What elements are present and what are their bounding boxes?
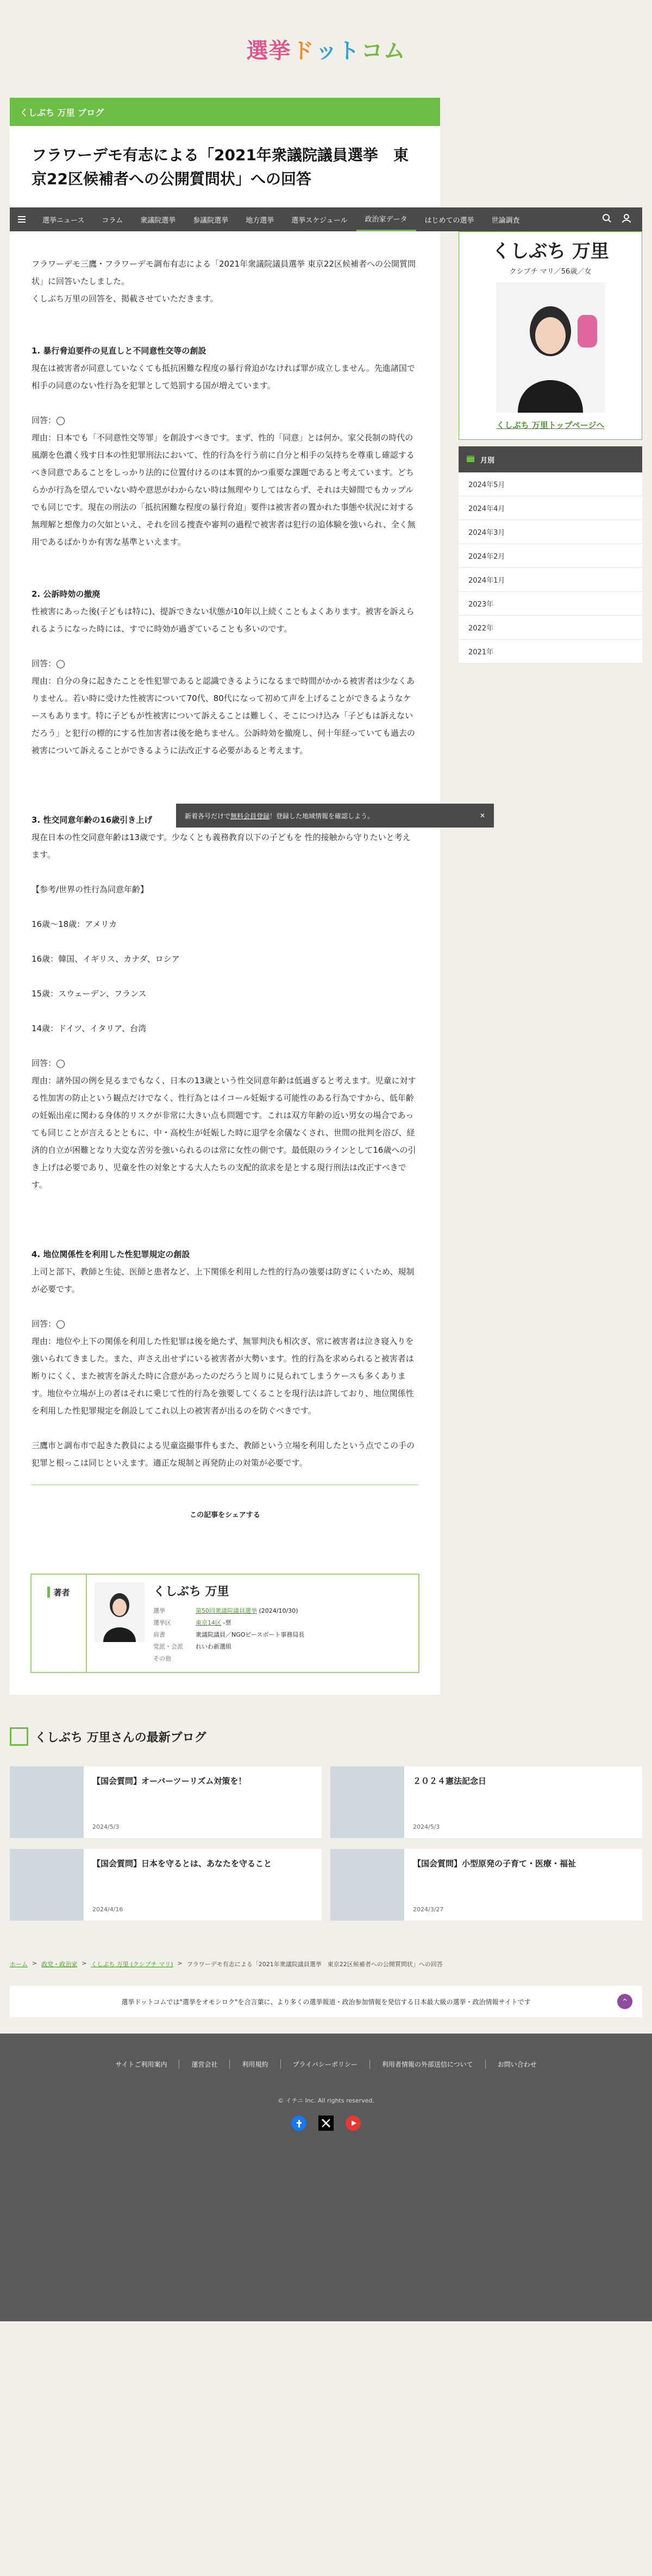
site-header [0,0,652,98]
home-icon[interactable] [10,207,34,231]
ref-row: 15歳：スウェーデン、フランス [32,989,147,999]
author-label-text: 著者 [53,1588,70,1598]
section-heading: 3. 性交同意年齢の16歳引き上げ [32,815,153,825]
breadcrumb-item[interactable]: くしぶち 万里 (クシブチ マリ) [91,1961,173,1968]
profile-card [459,231,642,440]
sidebar [459,231,642,664]
nav-item-active[interactable]: 政治家データ [356,207,416,231]
title-box [10,126,440,207]
author-table [153,1605,309,1664]
section-heading: 2. 公訴時効の撤廃 [32,589,101,599]
ref-row: 16歳〜18歳：アメリカ [32,919,117,929]
author-extra: (2024/10/30) [259,1607,298,1614]
author-inner [86,1575,418,1672]
footer-link[interactable]: 運営会社 [179,2060,229,2069]
blog-thumbnail [330,1766,404,1838]
author-key: その他 [153,1655,171,1662]
section-answer: 回答：◯ [32,415,65,425]
breadcrumb-item[interactable]: 政党・政治家 [41,1961,78,1968]
toast-signup-link[interactable]: 無料会員登録 [230,812,270,820]
social-links [0,2116,652,2133]
blog-card-date: 2024/3/27 [413,1906,444,1913]
latest-grid [10,1766,642,1921]
copyright: © イチニ Inc. All rights reserved. [278,2097,374,2104]
section-answer: 回答：◯ [32,1058,65,1068]
page-columns [10,231,642,1563]
blog-card[interactable] [10,1766,322,1838]
breadcrumb-item[interactable]: ホーム [10,1961,28,1968]
back-to-top-icon[interactable]: ^ [617,1994,632,2009]
blog-card-date: 2024/4/16 [92,1906,123,1913]
user-icon[interactable] [622,213,631,226]
nav-item[interactable]: コラム [102,216,123,225]
ref-row: 14歳：ドイツ、イタリア、台湾 [32,1024,147,1033]
author-election-link[interactable]: 第50回衆議院議員選挙 [196,1607,257,1614]
blog-card[interactable] [10,1849,322,1921]
footer-link[interactable]: 利用規約 [229,2060,280,2069]
search-icon[interactable] [602,213,612,226]
nav-item[interactable]: はじめての選挙 [424,216,474,225]
section-answer: 回答：◯ [32,659,65,668]
section-question: 上司と部下、教師と生徒、医師と患者など、上下関係を利用した性的行為の強要は防ぎにくいため、規制が必要です。 [32,1267,415,1294]
latest-header [10,1727,642,1746]
logo-part: ド [292,38,315,64]
blog-card[interactable] [330,1849,642,1921]
blog-card-title: 【国会質問】日本を守るとは、あなたを守ること [92,1859,272,1868]
site-notice [10,1986,642,2017]
archive-title: 月別 [480,456,495,465]
archive-box [459,446,642,664]
close-icon[interactable]: ✕ [479,812,485,819]
author-box [30,1574,419,1673]
author-key: 肩書 [153,1631,165,1638]
archive-item[interactable]: 2021年 [459,640,642,664]
section-heading: 4. 地位関係性を利用した性犯罪規定の創設 [32,1249,190,1259]
author-info [153,1582,309,1664]
profile-top-link[interactable]: くしぶち 万里トップページへ [496,420,605,430]
blog-thumbnail [10,1849,84,1921]
nav-tools [602,207,642,231]
page-wrap [10,98,642,2017]
blog-thumbnail [330,1849,404,1921]
latest-blogs [10,1727,642,1921]
blog-card-title: ２０２４憲法記念日 [413,1776,487,1786]
blog-card-title: 【国会質問】オーバーツーリズム対策を！ [92,1776,247,1786]
section-question: 現在日本の性交同意年齢は13歳です。少なくとも義務教育以下の子どもを 性的接触から守りたいと考えます。 [32,832,411,860]
youtube-icon[interactable] [346,2116,361,2133]
ref-title: 【参考/世界の性行為同意年齢】 [32,885,149,894]
archive-item[interactable]: 2024年1月 [459,568,642,592]
nav-item[interactable]: 地方選挙 [246,216,274,225]
author-extra: -票 [223,1619,231,1626]
archive-item[interactable]: 2024年2月 [459,544,642,568]
blog-thumbnail [10,1766,84,1838]
archive-item[interactable]: 2023年 [459,592,642,616]
author-value [196,1652,309,1664]
blog-card[interactable] [330,1766,642,1838]
site-logo[interactable] [247,34,406,65]
nav-item[interactable]: 選挙ニュース [42,216,85,225]
blog-card-date: 2024/5/3 [92,1823,120,1830]
section-question: 性被害にあった後(子どもは特に)、提訴できない状態が10年以上続くこともよくあります。被害を訴えられるようになった時には、すでに時効が過ぎていることも多いのです。 [32,607,415,634]
author-key: 選挙 [153,1607,165,1614]
intro-line: フラワーデモ三鷹・フラワーデモ調布有志による「2021年衆議院議員選挙 東京22区候補者への公開質問状」に回答いたしました。 [32,259,416,286]
archive-item[interactable]: 2024年3月 [459,520,642,544]
article-body [10,231,440,1563]
blog-icon [10,1727,28,1746]
profile-name: くしぶち 万里 [492,241,609,262]
blog-card-date: 2024/5/3 [413,1823,440,1830]
nav-item[interactable]: 衆議院選挙 [140,216,176,225]
section-reason: 理由：諸外国の例を見るまでもなく、日本の13歳という性交同意年齢は低過ぎると考えます。児童に対する性加害の防止という観点だけでなく、性行為とはイコール妊娠する可能性のある行為ですから、低年齢の妊娠出産に関わる身体的リスクが非常に大きい点も問題です。これは双方年齢の近い男女の場合であっても同じことが言えるとともに、中・高校生が妊娠した時に退学を余儀なくされ、世間の批判を浴び、経済的自立が困難となり大変な苦労を強いられるのは常に女性の側です。最低限のラインとして16歳への引き上げは必要であり、児童を性の対象とする大人たちの支配的欲求を是とする現行刑法は改正すべきです。 [32,1076,416,1190]
share-label: この記事をシェアする [190,1511,260,1519]
author-photo [95,1582,145,1642]
section-heading: 1. 暴行脅迫要件の見直しと不同意性交等の創設 [32,346,206,356]
section-question: 現在は被害者が同意していなくても抵抗困難な程度の暴行脅迫がなければ罪が成立しません。先進諸国で相手の同意のない性行為を犯罪として処罰する国が増えています。 [32,363,415,390]
footer-link[interactable]: お問い合わせ [485,2060,549,2069]
profile-furigana: クシブチ マリ／56歳／女 [509,268,592,276]
calendar-icon [466,454,475,465]
logo-part: 選挙 [246,38,291,64]
latest-title: くしぶち 万里さんの最新ブログ [35,1731,206,1745]
section-answer: 回答：◯ [32,1319,65,1329]
article-title: フラワーデモ有志による「2021年衆議院議員選挙 東京22区候補者への公開質問状」への回答 [32,146,409,188]
intro-line: くしぶち万里の回答を、掲載させていただきます。 [32,294,218,304]
author-value: 衆議院議員／NGOピースボート事務局長 [196,1631,305,1638]
section-reason: 理由：自分の身に起きたことを性犯罪であると認識できるようになるまで時間がかかる被害者は少なくありません。若い時に受けた性被害について70代、80代になって初めて声を上げることができるようなケースもあります。特に子どもが性被害について訴えることは難しく、そこにつけ込み「子どもは訴えないだろう」と犯行の標的にする性加害者は後を絶ちません。公訴時効を撤廃し、何十年経っていても過去の被害について訴えることができるように法改正する必要があると考えます。 [32,676,415,755]
archive-item[interactable]: 2024年5月 [459,472,642,496]
footer-link[interactable]: 利用者情報の外部送信について [369,2060,485,2069]
footer-link[interactable]: プライバシーポリシー [280,2060,369,2069]
breadcrumb: ホーム > 政党・政治家 > くしぶち 万里 (クシブチ マリ) > フラワーデモ有志による「2021年衆議院議員選挙 東京22区候補者への公開質問状」への回答 [10,1960,443,1968]
logo-part: コム [361,38,406,64]
footer-link[interactable]: サイトご利用案内 [115,2061,167,2068]
footer-links [0,2060,652,2069]
author-name: くしぶち 万里 [153,1585,229,1599]
nav-item[interactable]: 世論調査 [491,216,520,225]
section-reason: 理由：日本でも「不同意性交等罪」を創設すべきです。まず、性的「同意」とは何か。家父長制の時代の風潮を色濃く残す日本の性犯罪刑法において、性的行為を行う前に自分と相手の気持ちを尊重し確認するべき同意であることをしっかり法的に位置付けるのは本質的かつ重要な課題であると考えています。どちらかが行為を望んでいない時や意思がわからない時は無理やりしてはならず、それは夫婦間でもカップルでも同じです。現在の刑法の「抵抗困難な程度の暴行脅迫」要件は被害者の置かれた事態や状況に対する無理解と想像力の欠如といえ、それを回る捜査や審判の過程で被害者は犯行の追体験を強いられ、全く無用であるばかりか有害な基準といえます。 [32,433,416,547]
nav-item[interactable]: 参議院選挙 [193,216,229,225]
author-label [32,1575,86,1672]
archive-item[interactable]: 2024年4月 [459,496,642,520]
archive-header [459,446,642,472]
author-value: れいわ新選組 [196,1643,231,1650]
nav-item[interactable]: 選挙スケジュール [291,216,348,225]
closing-paragraph: 三鷹市と調布市で起きた教員による児童盗撮事件もまた、教師という立場を利用したという点でこの手の犯罪と根っこは同じといえます。適正な規制と再発防止の対策が必要です。 [32,1441,415,1468]
main-nav [10,207,642,231]
author-district-link[interactable]: 東京14区 [196,1619,221,1626]
author-section [10,1563,440,1695]
ref-row: 16歳：韓国、イギリス、カナダ、ロシア [32,954,180,964]
signup-toast [176,804,494,828]
blog-card-title: 【国会質問】小型原発の子育て・医療・福祉 [413,1859,576,1868]
facebook-icon[interactable] [291,2116,306,2133]
archive-item[interactable]: 2022年 [459,616,642,640]
section-reason: 理由：地位や上下の関係を利用した性犯罪は後を絶たず、無罪判決も相次ぎ、常に被害者は泣き寝入りを強いられてきました。また、声さえ出せずにいる被害者が大勢います。性的行為を求められると被害者は断りにくく、また被害を訴えた時に合意があったのだろうと周りに見られてしまうケースも多くあります。地位や立場が上の者はそれに乗じて性的行為を強要してくることを現行法は許しており、地位関係性を利用した性犯罪規定を創設してこれ以上の被害者が出るのを防ぐべきです。 [32,1336,414,1416]
author-key: 選挙区 [153,1619,171,1626]
x-icon[interactable] [318,2116,334,2133]
blog-band: くしぶち 万里 ブログ [10,98,440,126]
site-footer [0,2034,652,2321]
toast-text: ！登録した地域情報を確認しよう。 [269,812,374,820]
logo-part: ット [315,38,360,64]
toast-text: 新着各号だけで [185,812,231,820]
author-key: 党派・会派 [153,1643,183,1650]
profile-photo [496,282,605,413]
notice-text: 選挙ドットコムでは"選挙をオモシロク"を合言葉に、より多くの選挙報道・政治参加情報を発信する日本最大級の選挙・政治情報サイトです [121,1998,531,2006]
breadcrumb-current: フラワーデモ有志による「2021年衆議院議員選挙 東京22区候補者への公開質問状」への回答 [186,1961,443,1968]
